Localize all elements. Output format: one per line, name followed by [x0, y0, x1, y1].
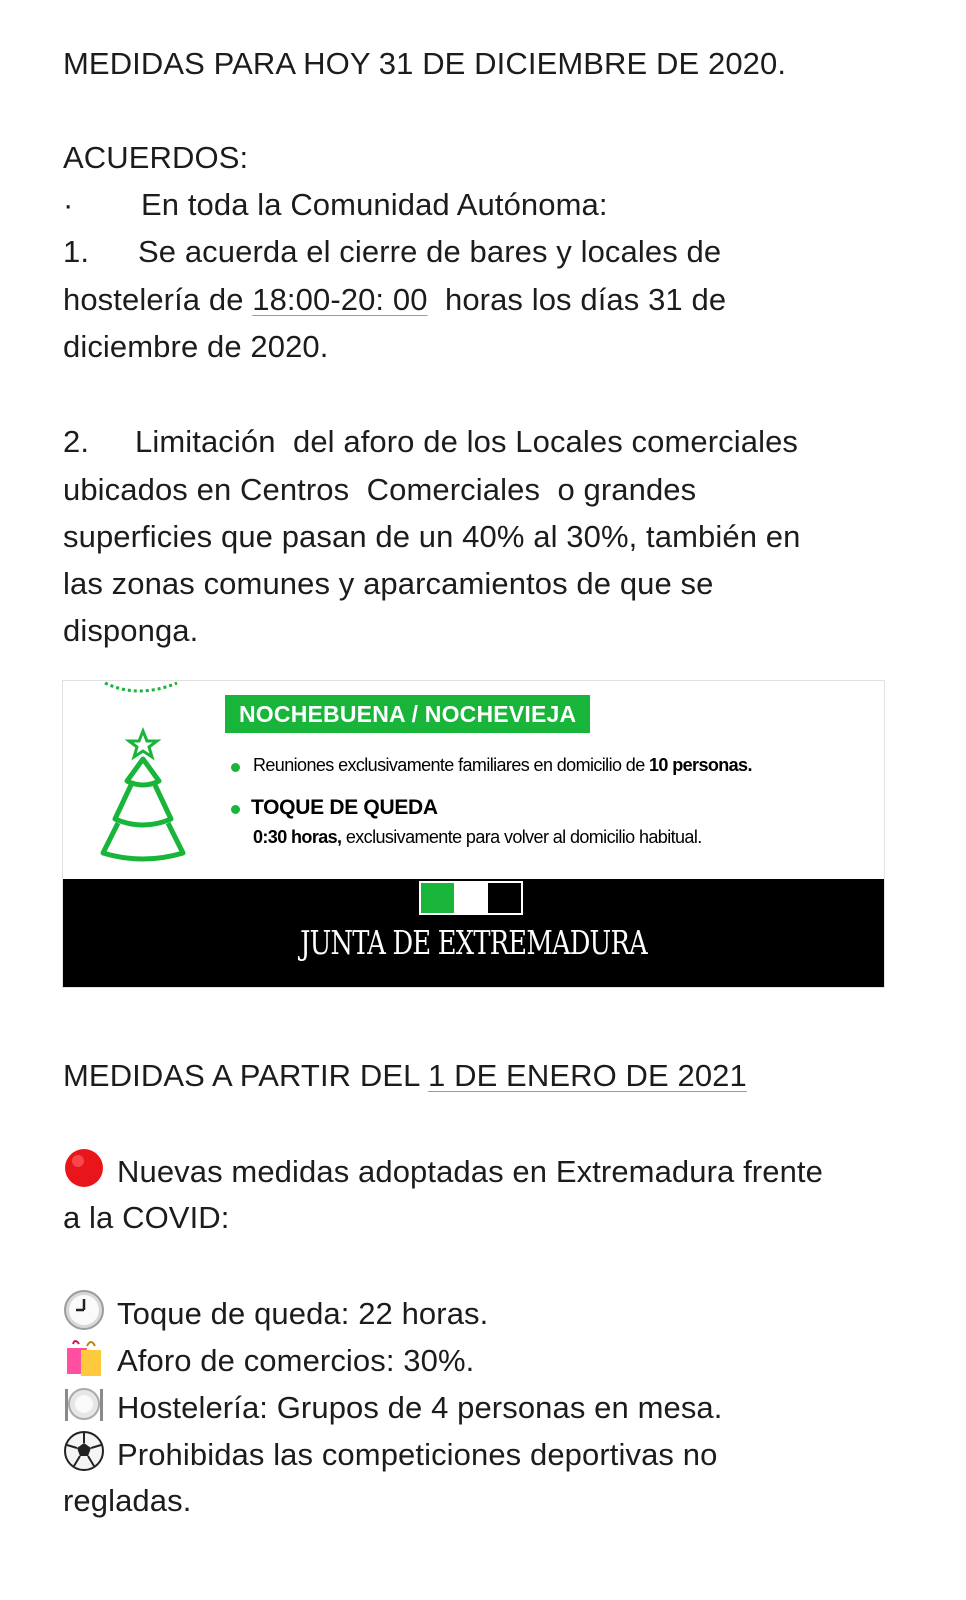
intro-line2: a la COVID:: [63, 1200, 230, 1235]
section2-title-pre: MEDIDAS A PARTIR DEL: [63, 1058, 429, 1093]
banner-point2-head: TOQUE DE QUEDA: [251, 796, 438, 819]
banner-point1-text: Reuniones exclusivamente familiares en domicilio de: [253, 755, 650, 775]
red-circle-icon: [63, 1147, 107, 1187]
section2-date-link[interactable]: 1 DE ENERO DE 2021: [428, 1058, 747, 1093]
bullet-mark: ·: [63, 187, 74, 222]
bullet-line: [63, 181, 608, 228]
item2-line1: [63, 418, 798, 465]
measure-text: Prohibidas las competiciones deportivas no: [117, 1437, 718, 1472]
measure-item: [63, 1336, 474, 1384]
banner-title: NOCHEBUENA / NOCHEVIEJA: [225, 695, 590, 733]
item1-number: 1.: [63, 234, 90, 269]
item1-text: Se acuerda el cierre de bares y locales de: [138, 234, 722, 269]
measure-text: Hostelería: Grupos de 4 personas en mesa.: [117, 1390, 723, 1425]
item1-line1: [63, 228, 721, 275]
clock-icon: [63, 1289, 107, 1329]
extremadura-flag: [419, 881, 523, 915]
section2-title: [63, 1052, 747, 1099]
green-bullet: [231, 805, 240, 814]
christmas-tree-icon: [93, 681, 193, 871]
banner-point2-bold: 0:30 horas,: [253, 827, 342, 847]
banner-point1: [253, 755, 752, 776]
item2-text: Limitación del aforo de los Locales comerciales: [135, 424, 799, 459]
item1-time-link[interactable]: 18:00-20: 00: [252, 282, 428, 317]
section1-title: MEDIDAS PARA HOY 31 DE DICIEMBRE DE 2020.: [63, 46, 787, 81]
item2-number: 2.: [63, 424, 90, 459]
green-bullet: [231, 763, 240, 772]
item1-line3: diciembre de 2020.: [63, 329, 329, 364]
item1-line2-post: horas los días 31 de: [427, 282, 727, 317]
measure-text: Toque de queda: 22 horas.: [117, 1296, 489, 1331]
banner-point2: [253, 827, 702, 848]
banner-point1-bold: 10 personas.: [649, 755, 752, 775]
item1-line2-pre: hostelería de: [63, 282, 253, 317]
plate-cutlery-icon: [63, 1383, 107, 1423]
intro-line1: [63, 1147, 823, 1195]
item2-line5: disponga.: [63, 613, 199, 648]
last-line: regladas.: [63, 1483, 192, 1518]
nochebuena-banner: [62, 680, 885, 988]
measure-item: [63, 1289, 488, 1337]
measure-item: [63, 1383, 722, 1431]
measure-item: [63, 1430, 717, 1478]
banner-point2-text: exclusivamente para volver al domicilio habitual.: [341, 827, 702, 847]
junta-de-extremadura-logo: JUNTA DE EXTREMADURA: [300, 923, 647, 962]
acuerdos-heading: ACUERDOS:: [63, 140, 249, 175]
item2-line3: superficies que pasan de un 40% al 30%, también en: [63, 519, 801, 554]
shopping-bags-icon: [63, 1336, 107, 1376]
item2-line4: las zonas comunes y aparcamientos de que se: [63, 566, 714, 601]
item1-line2: [63, 276, 726, 323]
intro-text: Nuevas medidas adoptadas en Extremadura frente: [117, 1154, 823, 1189]
banner-footer: [63, 879, 884, 987]
item2-line2: ubicados en Centros Comerciales o grandes: [63, 472, 697, 507]
measure-text: Aforo de comercios: 30%.: [117, 1343, 475, 1378]
bullet-text: En toda la Comunidad Autónoma:: [141, 187, 608, 222]
soccer-ball-icon: [63, 1430, 107, 1470]
